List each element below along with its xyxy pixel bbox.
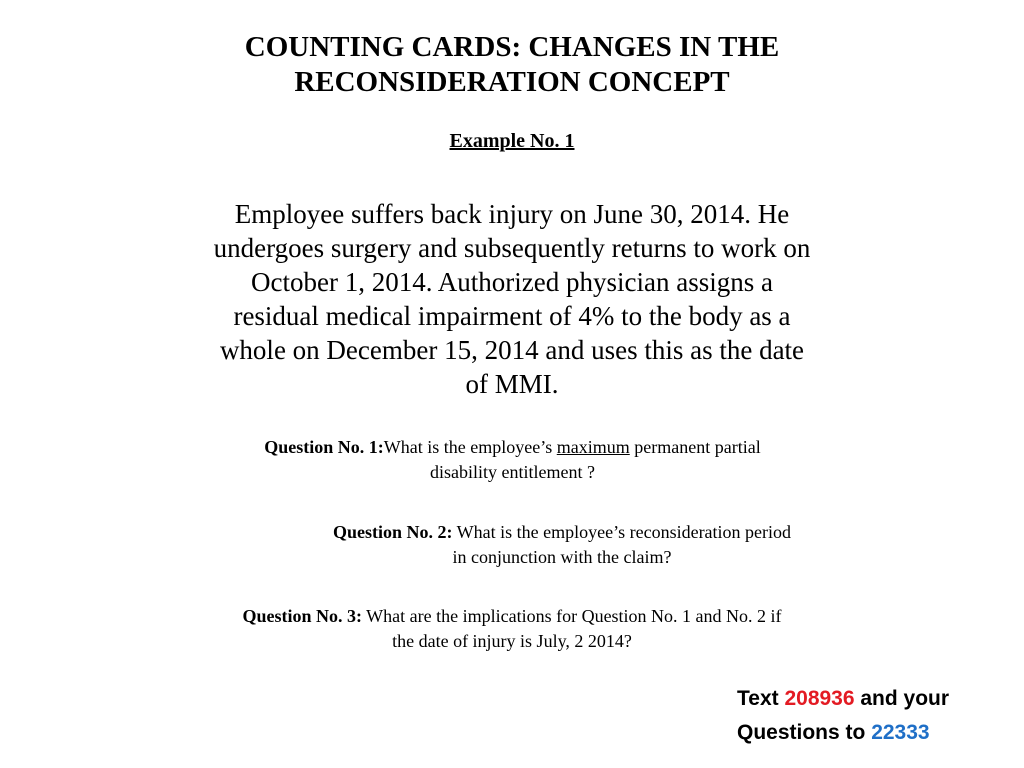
text-in-line-1	[737, 682, 1017, 716]
question-2-line-2: in conjunction with the claim?	[452, 547, 672, 567]
example-heading-text: Example No. 1	[449, 130, 575, 152]
questions-to-text: Questions to	[737, 721, 872, 744]
question-3	[162, 604, 862, 654]
and-your-text: and your	[854, 687, 950, 710]
text-in-promo	[737, 682, 1017, 750]
text-in-line-2	[737, 716, 1017, 750]
slide-title	[0, 30, 1024, 100]
question-3-line-2: the date of injury is July, 2 2014?	[392, 631, 632, 651]
text-number: 22333	[871, 721, 930, 744]
slide-title-line-2: RECONSIDERATION CONCEPT	[294, 66, 730, 98]
scenario-line-6: of MMI.	[465, 369, 559, 399]
question-3-text: What are the implications for Question No. 1 and No. 2 if	[361, 606, 782, 626]
scenario-line-1: Employee suffers back injury on June 30, 2014. He	[234, 199, 790, 229]
scenario-line-2: undergoes surgery and subsequently returns to work on	[213, 233, 811, 263]
question-2-label: Question No. 2:	[332, 522, 453, 542]
question-1-text-after: permanent partial	[629, 437, 761, 457]
text-code: 208936	[784, 687, 855, 710]
example-heading	[0, 128, 1024, 154]
question-3-line-1	[162, 604, 862, 629]
question-1	[180, 435, 845, 485]
scenario-line-4: residual medical impairment of 4% to the body as a	[233, 301, 791, 331]
question-1-emphasis: maximum	[556, 437, 630, 457]
scenario-paragraph	[162, 197, 862, 401]
question-2	[262, 520, 862, 570]
scenario-line-3: October 1, 2014. Authorized physician assigns a	[251, 267, 773, 297]
text-word: Text	[737, 687, 785, 710]
question-2-line-1	[262, 520, 862, 545]
question-1-line-2: disability entitlement ?	[430, 462, 595, 482]
question-1-line-1	[180, 435, 845, 460]
question-2-text: What is the employee’s reconsideration period	[452, 522, 792, 542]
question-1-text-before: What is the employee’s	[383, 437, 557, 457]
scenario-line-5: whole on December 15, 2014 and uses this as the date	[219, 335, 805, 365]
question-1-label: Question No. 1:	[264, 437, 384, 457]
question-3-label: Question No. 3:	[242, 606, 362, 626]
slide-title-line-1: COUNTING CARDS: CHANGES IN THE	[244, 31, 780, 63]
